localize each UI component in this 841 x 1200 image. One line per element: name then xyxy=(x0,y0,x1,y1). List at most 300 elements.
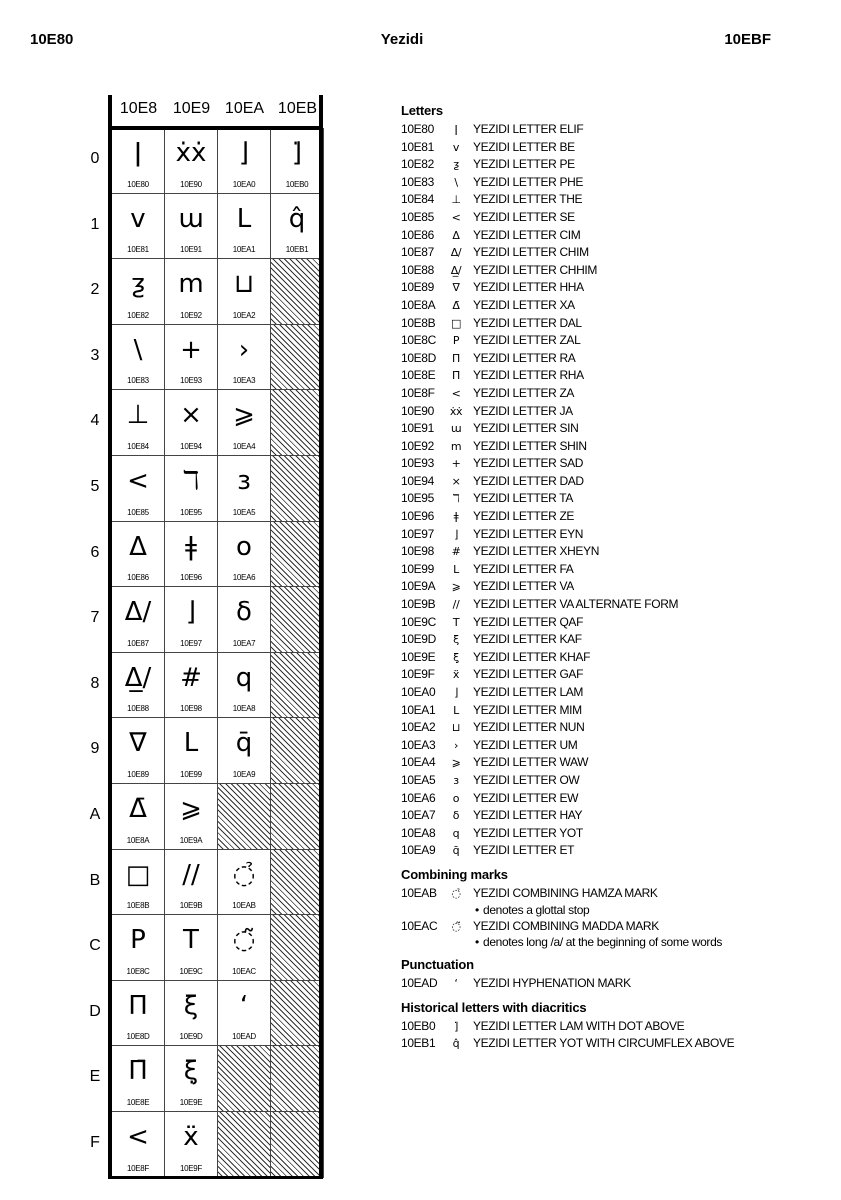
name-entry xyxy=(401,332,821,350)
code-point: 10EA7 xyxy=(401,808,436,823)
code-point: 10E86 xyxy=(401,227,434,242)
code-point: 10E97 xyxy=(180,638,202,648)
unassigned-cell xyxy=(218,1112,271,1178)
name-entry xyxy=(401,473,821,491)
glyph: ⊥ xyxy=(451,193,461,207)
unassigned-cell xyxy=(218,1046,271,1112)
code-point: 10E9D xyxy=(401,632,436,647)
name-entry xyxy=(401,614,821,632)
character-name: YEZIDI LETTER HAY xyxy=(473,808,583,823)
code-point: 10EB1 xyxy=(401,1036,436,1051)
code-point: 10E98 xyxy=(401,544,434,559)
code-point: 10E93 xyxy=(180,376,202,386)
character-name: YEZIDI LETTER YOT xyxy=(473,825,583,840)
code-cell xyxy=(165,522,218,588)
name-entry xyxy=(401,490,821,508)
code-cell xyxy=(112,718,165,784)
code-point: 10E92 xyxy=(401,438,434,453)
glyph: ⌋̇ xyxy=(454,1019,458,1033)
character-name: YEZIDI LETTER CHIM xyxy=(473,245,589,260)
character-name: YEZIDI LETTER RA xyxy=(473,350,576,365)
row-header: 8 xyxy=(90,674,100,692)
character-name: YEZIDI LETTER THE xyxy=(473,192,583,207)
glyph: P xyxy=(452,334,460,348)
glyph: ξ xyxy=(183,990,199,1021)
code-point: 10E9A xyxy=(401,579,436,594)
glyph: o xyxy=(452,791,460,805)
code-cell xyxy=(218,850,271,916)
name-entry xyxy=(401,825,821,843)
code-cell xyxy=(218,456,271,522)
glyph: + xyxy=(451,457,461,471)
name-entry xyxy=(401,385,821,403)
glyph: × xyxy=(180,400,202,431)
character-name: YEZIDI LETTER ZAL xyxy=(473,333,581,348)
character-name: YEZIDI LETTER RHA xyxy=(473,368,584,383)
glyph: q̂ xyxy=(452,1037,460,1051)
character-name: YEZIDI LETTER QAF xyxy=(473,614,584,629)
glyph: ẍ xyxy=(452,668,460,682)
glyph: ⌋ xyxy=(454,686,458,699)
name-entry xyxy=(401,631,821,649)
code-point: 10E94 xyxy=(401,473,434,488)
glyph: › xyxy=(453,738,459,752)
glyph: ◌̃ xyxy=(232,925,256,956)
character-name: YEZIDI LETTER MIM xyxy=(473,702,582,717)
glyph: \ xyxy=(133,334,143,365)
character-name: YEZIDI LETTER PE xyxy=(473,157,575,172)
code-point: 10E96 xyxy=(401,509,434,524)
code-point: 10E90 xyxy=(401,403,434,418)
code-point: 10EAC xyxy=(232,966,256,976)
glyph: ɜ xyxy=(453,773,459,787)
code-cell xyxy=(112,259,165,325)
code-point: 10E90 xyxy=(180,179,202,189)
code-point: 10EA9 xyxy=(232,769,256,779)
code-point: 10E8C xyxy=(126,966,150,976)
code-point: 10E88 xyxy=(401,262,434,277)
code-cell xyxy=(165,784,218,850)
code-cell xyxy=(218,981,271,1047)
name-entry xyxy=(401,262,821,280)
code-point: 10E92 xyxy=(180,310,202,320)
character-name: YEZIDI LETTER SAD xyxy=(473,456,584,471)
glyph: L xyxy=(453,562,459,576)
code-cell xyxy=(112,784,165,850)
unassigned-cell xyxy=(271,718,324,784)
code-point: 10E96 xyxy=(180,573,202,583)
code-point: 10E9F xyxy=(401,667,435,682)
code-cell xyxy=(218,325,271,391)
glyph: ẋẋ xyxy=(449,404,463,418)
glyph: □ xyxy=(450,316,462,330)
character-name: YEZIDI LETTER NUN xyxy=(473,720,585,735)
character-name: YEZIDI LETTER LAM xyxy=(473,685,584,699)
glyph: ‘ xyxy=(239,990,249,1021)
code-cell xyxy=(165,653,218,719)
row-header: D xyxy=(89,1002,101,1020)
character-name: YEZIDI LETTER TA xyxy=(473,491,573,506)
glyph: ℸ xyxy=(182,466,200,496)
row-header: 1 xyxy=(90,215,100,233)
name-entry xyxy=(401,975,821,993)
grid-frame xyxy=(108,1176,323,1179)
glyph: \ xyxy=(454,175,458,189)
glyph: ǂ xyxy=(185,531,197,562)
unassigned-cell xyxy=(271,259,324,325)
glyph: ∇ xyxy=(452,281,460,295)
code-point: 10E80 xyxy=(401,122,434,136)
code-point: 10E9E xyxy=(179,1097,203,1107)
glyph: Π xyxy=(128,990,148,1021)
row-header: 6 xyxy=(90,543,100,561)
character-name: YEZIDI LETTER SHIN xyxy=(473,438,587,453)
glyph: q̄ xyxy=(452,844,460,858)
name-entry xyxy=(401,297,821,315)
code-point: 10E9E xyxy=(401,649,436,664)
unassigned-cell xyxy=(271,456,324,522)
glyph: // xyxy=(452,598,460,612)
code-point: 10E82 xyxy=(401,157,434,172)
name-entry xyxy=(401,139,821,157)
glyph: ⊔ xyxy=(451,721,461,735)
name-entry xyxy=(401,279,821,297)
code-cell xyxy=(218,587,271,653)
name-entry xyxy=(401,578,821,596)
name-entry xyxy=(401,754,821,772)
code-point: 10E83 xyxy=(127,376,149,386)
code-point: 10E9A xyxy=(179,835,203,845)
glyph: ẋẋ xyxy=(175,138,207,168)
code-cell xyxy=(218,259,271,325)
unassigned-cell xyxy=(271,587,324,653)
name-entry xyxy=(401,227,821,245)
name-entry xyxy=(401,121,821,139)
code-point: 10E8E xyxy=(126,1097,150,1107)
character-name: YEZIDI LETTER UM xyxy=(473,737,578,752)
column-header: 10EA xyxy=(224,100,265,117)
unassigned-cell xyxy=(271,325,324,391)
glyph: ⩾ xyxy=(451,756,461,770)
code-point: 10E8A xyxy=(401,297,436,312)
glyph: ⊔ xyxy=(233,269,255,300)
code-point: 10E85 xyxy=(401,209,434,224)
code-point: 10E9D xyxy=(179,1032,203,1042)
code-cell xyxy=(112,128,165,194)
code-point: 10EA6 xyxy=(401,790,436,805)
code-point: 10EA0 xyxy=(401,685,436,699)
code-cell xyxy=(271,194,324,260)
range-end: 10EBF xyxy=(724,31,771,48)
glyph: Δ xyxy=(129,531,147,562)
code-point: 10EA8 xyxy=(401,825,436,840)
annotation xyxy=(401,935,753,950)
code-point: 10EB0 xyxy=(285,179,309,189)
glyph: › xyxy=(238,334,250,365)
glyph: ◌̉ xyxy=(232,859,256,890)
glyph: δ xyxy=(236,597,252,628)
character-name: YEZIDI LETTER EW xyxy=(473,790,579,805)
name-entry xyxy=(401,367,821,385)
code-point: 10E8D xyxy=(126,1032,150,1042)
glyph: < xyxy=(127,466,149,496)
glyph: Δ̲/ xyxy=(450,263,462,277)
code-point: 10E8F xyxy=(126,1163,150,1173)
code-point: 10EAB xyxy=(232,901,256,911)
code-point: 10E93 xyxy=(401,456,434,471)
character-name: YEZIDI LETTER OW xyxy=(473,772,580,787)
code-point: 10EAB xyxy=(401,885,437,900)
glyph: ǀ xyxy=(134,138,142,168)
glyph: < xyxy=(451,386,461,400)
glyph: ξ̣ xyxy=(183,1056,199,1087)
code-point: 10EA4 xyxy=(401,755,436,770)
glyph: ∇ xyxy=(129,728,147,759)
code-point: 10E9B xyxy=(401,597,436,612)
glyph: ⌋ xyxy=(185,597,197,628)
character-name: YEZIDI LETTER XHEYN xyxy=(473,544,600,559)
name-entry xyxy=(401,596,821,614)
code-cell xyxy=(165,259,218,325)
name-entry xyxy=(401,403,821,421)
glyph: Δ xyxy=(452,228,460,242)
glyph: # xyxy=(451,545,461,559)
glyph: ℸ xyxy=(452,492,460,506)
code-point: 10EB1 xyxy=(285,245,309,255)
row-header: B xyxy=(89,871,101,889)
character-name: YEZIDI LETTER EYN xyxy=(473,526,584,541)
code-point: 10E89 xyxy=(401,280,434,295)
code-point: 10E84 xyxy=(401,192,434,207)
code-cell xyxy=(218,522,271,588)
name-entry xyxy=(401,543,821,561)
code-point: 10E86 xyxy=(127,573,149,583)
row-header: F xyxy=(90,1134,100,1151)
character-name: YEZIDI LETTER KAF xyxy=(473,632,582,647)
name-entry xyxy=(401,842,821,860)
code-cell xyxy=(112,456,165,522)
glyph: < xyxy=(451,210,461,224)
section-heading: Punctuation xyxy=(401,957,474,973)
code-cell xyxy=(218,194,271,260)
code-point: 10E99 xyxy=(180,769,202,779)
code-cell xyxy=(112,390,165,456)
code-point: 10E88 xyxy=(127,704,149,714)
name-entry xyxy=(401,455,821,473)
row-header: 3 xyxy=(90,346,100,364)
row-header: 9 xyxy=(90,740,100,758)
code-point: 10E91 xyxy=(180,245,202,255)
unassigned-cell xyxy=(271,522,324,588)
glyph: Δ/ xyxy=(124,597,152,628)
code-point: 10EA6 xyxy=(232,573,256,583)
glyph: Π xyxy=(452,351,460,365)
page-title: Yezidi xyxy=(380,31,424,48)
character-name: YEZIDI LETTER VA xyxy=(473,579,574,594)
code-point: 10E9C xyxy=(401,614,436,629)
row-header: 5 xyxy=(90,478,100,495)
code-cell xyxy=(271,128,324,194)
character-name: YEZIDI LETTER ELIF xyxy=(473,122,584,136)
code-point: 10EA2 xyxy=(401,720,436,735)
glyph: ◌̉ xyxy=(451,886,461,900)
glyph: ‘ xyxy=(454,977,458,991)
character-name: YEZIDI LETTER VA ALTERNATE FORM xyxy=(473,597,679,612)
unassigned-cell xyxy=(271,915,324,981)
glyph: ɯ xyxy=(450,422,462,436)
unassigned-cell xyxy=(271,390,324,456)
glyph: ⌋ xyxy=(238,138,250,168)
code-point: 10E95 xyxy=(401,491,434,506)
column-header: 10EB xyxy=(277,100,318,117)
code-cell xyxy=(165,587,218,653)
section-heading: Historical letters with diacritics xyxy=(401,999,587,1015)
name-entry xyxy=(401,438,821,456)
character-name: YEZIDI LETTER XA xyxy=(473,297,575,312)
annotation xyxy=(401,903,753,918)
name-entry xyxy=(401,244,821,262)
code-point: 10E94 xyxy=(180,441,202,451)
unassigned-cell xyxy=(271,850,324,916)
glyph: δ xyxy=(452,809,460,823)
character-name: YEZIDI LETTER GAF xyxy=(473,667,584,682)
name-entry xyxy=(401,649,821,667)
character-name: YEZIDI LETTER YOT WITH CIRCUMFLEX ABOVE xyxy=(473,1036,735,1051)
code-point: 10E85 xyxy=(127,507,149,517)
name-entry xyxy=(401,684,821,702)
name-entry xyxy=(401,420,821,438)
name-entry xyxy=(401,561,821,579)
unassigned-cell xyxy=(271,981,324,1047)
glyph: T xyxy=(452,615,460,629)
code-cell xyxy=(165,325,218,391)
row-header: 7 xyxy=(90,609,100,627)
glyph: ɯ xyxy=(178,203,204,234)
glyph: v xyxy=(130,203,146,234)
character-name: YEZIDI LETTER CHHIM xyxy=(473,262,598,277)
code-point: 10EA5 xyxy=(401,772,436,787)
code-cell xyxy=(165,456,218,522)
code-point: 10E8E xyxy=(401,368,436,383)
code-point: 10EA3 xyxy=(401,737,436,752)
code-cell xyxy=(112,522,165,588)
code-cell xyxy=(165,390,218,456)
character-name: YEZIDI COMBINING HAMZA MARK xyxy=(473,885,658,900)
code-cell xyxy=(112,587,165,653)
code-point: 10EA0 xyxy=(232,179,256,189)
code-cell xyxy=(218,653,271,719)
glyph: q xyxy=(235,662,253,693)
name-entry xyxy=(401,508,821,526)
bullet-icon: • xyxy=(475,935,479,950)
code-point: 10EAD xyxy=(232,1032,256,1042)
character-name: YEZIDI LETTER HHA xyxy=(473,280,584,295)
unassigned-cell xyxy=(271,653,324,719)
glyph: ⩾ xyxy=(451,580,461,594)
code-point: 10E8B xyxy=(401,315,436,330)
code-cell xyxy=(112,325,165,391)
name-entry xyxy=(401,702,821,720)
glyph: ⩾ xyxy=(180,794,202,824)
glyph: ǂ xyxy=(453,510,459,524)
glyph: m xyxy=(450,439,462,453)
code-point: 10E9C xyxy=(179,966,203,976)
name-entry xyxy=(401,156,821,174)
character-name: YEZIDI LETTER DAL xyxy=(473,315,582,330)
code-point: 10EA2 xyxy=(232,310,256,320)
name-entry xyxy=(401,1018,821,1036)
code-point: 10EA1 xyxy=(401,702,436,717)
name-entry xyxy=(401,209,821,227)
name-entry xyxy=(401,350,821,368)
character-name: YEZIDI LETTER SIN xyxy=(473,421,579,436)
glyph: ƺ xyxy=(131,269,145,300)
code-cell xyxy=(112,981,165,1047)
code-cell xyxy=(165,194,218,260)
code-cell xyxy=(112,850,165,916)
code-point: 10E8B xyxy=(126,901,150,911)
row-header: 0 xyxy=(90,150,100,167)
glyph: × xyxy=(451,474,461,488)
code-point: 10EA5 xyxy=(232,507,256,517)
character-name: YEZIDI HYPHENATION MARK xyxy=(473,976,631,991)
code-cell xyxy=(218,128,271,194)
character-name: YEZIDI LETTER JA xyxy=(473,403,573,418)
code-point: 10E8A xyxy=(126,835,150,845)
code-cell xyxy=(165,915,218,981)
code-point: 10EAC xyxy=(401,918,438,933)
name-entry xyxy=(401,719,821,737)
name-entry xyxy=(401,315,821,333)
character-name: YEZIDI LETTER CIM xyxy=(473,227,581,242)
glyph: L xyxy=(453,703,459,717)
code-point: 10EA7 xyxy=(232,638,256,648)
glyph: T xyxy=(183,925,199,956)
name-entry xyxy=(401,918,821,936)
glyph: // xyxy=(182,859,200,890)
grid-frame xyxy=(319,95,323,1179)
character-name: YEZIDI LETTER ZA xyxy=(473,385,575,400)
glyph: m xyxy=(178,269,204,300)
code-point: 10EA3 xyxy=(232,376,256,386)
code-cell xyxy=(165,981,218,1047)
glyph: # xyxy=(180,662,202,693)
glyph: ƺ xyxy=(453,158,459,172)
character-name: YEZIDI LETTER PHE xyxy=(473,174,584,189)
character-name: YEZIDI COMBINING MADDA MARK xyxy=(473,918,659,933)
code-point: 10E80 xyxy=(127,179,149,189)
glyph: Δ̄ xyxy=(129,794,147,824)
code-point: 10E99 xyxy=(401,561,434,576)
unassigned-cell xyxy=(271,1112,324,1178)
name-entry xyxy=(401,666,821,684)
code-cell xyxy=(112,1112,165,1178)
code-point: 10E97 xyxy=(401,526,434,541)
name-entry xyxy=(401,790,821,808)
name-entry xyxy=(401,772,821,790)
glyph: ⊥ xyxy=(126,400,150,431)
character-name: YEZIDI LETTER DAD xyxy=(473,473,584,488)
section-heading: Letters xyxy=(401,103,443,118)
glyph: ǀ xyxy=(454,123,458,136)
code-point: 10E83 xyxy=(401,174,434,189)
glyph: □ xyxy=(125,859,151,890)
code-point: 10E81 xyxy=(401,139,434,154)
name-entry xyxy=(401,1035,821,1053)
row-header: 4 xyxy=(90,412,100,430)
code-point: 10E87 xyxy=(127,638,149,648)
glyph: ⌋̇ xyxy=(291,138,303,168)
